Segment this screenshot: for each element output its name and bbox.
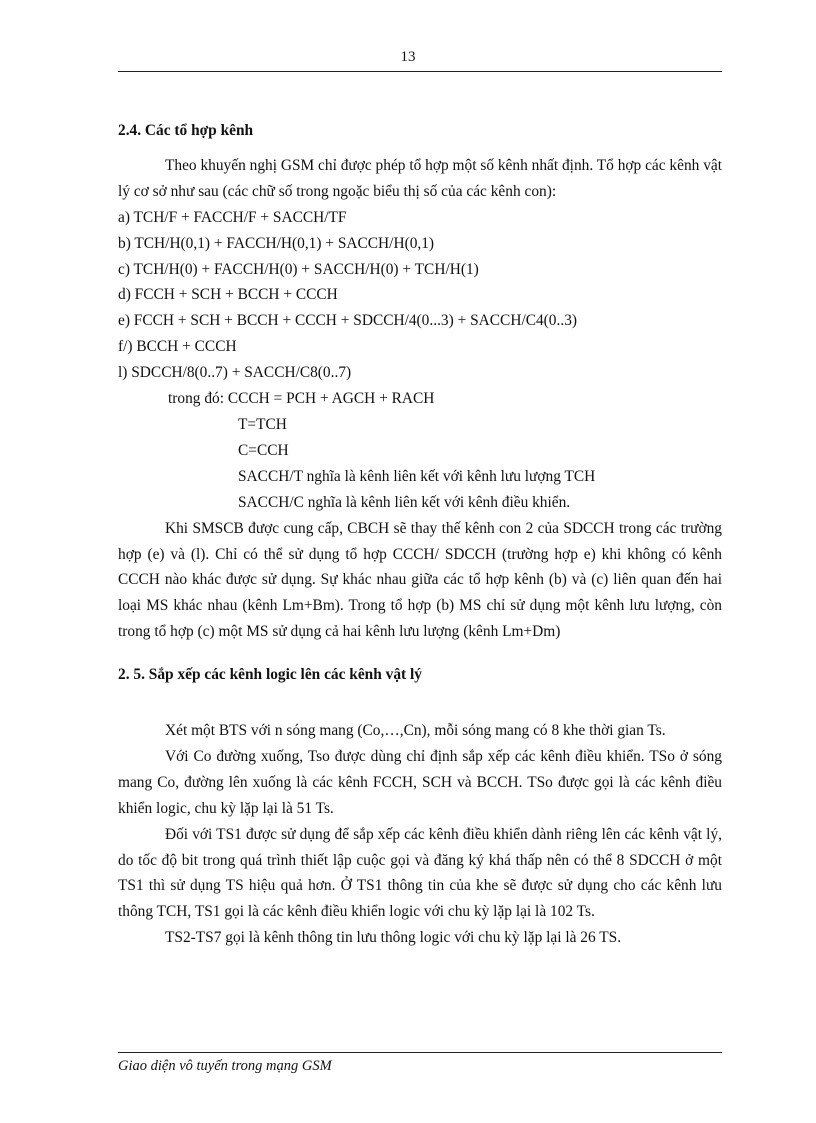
document-body [118, 118, 722, 951]
where-definition: T=TCH [238, 415, 287, 433]
footer-title: Giao diện vô tuyến trong mạng GSM [118, 1058, 332, 1074]
section-heading-2-4: 2.4. Các tổ hợp kênh [118, 122, 254, 139]
intro-paragraph: Theo khuyến nghị GSM chỉ được phép tổ hợp một số kênh nhất định. Tổ hợp các kênh vật lý cơ sở như sau (các chữ số trong ngoặc biểu thị số của các kênh con): [118, 156, 722, 200]
body-paragraph: TS2-TS7 gọi là kênh thông tin lưu thông logic với chu kỳ lặp lại là 26 TS. [165, 929, 622, 947]
where-definition: SACCH/C nghĩa là kênh liên kết với kênh điều khiển. [238, 493, 571, 511]
formula-e: e) FCCH + SCH + BCCH + CCCH + SDCCH/4(0...3) + SACCH/C4(0..3) [118, 312, 578, 330]
footer-rule [118, 1052, 722, 1053]
page-number: 13 [400, 49, 416, 65]
body-paragraph: Xét một BTS với n sóng mang (Co,…,Cn), mỗi sóng mang có 8 khe thời gian Ts. [165, 722, 666, 740]
formula-c: c) TCH/H(0) + FACCH/H(0) + SACCH/H(0) + TCH/H(1) [118, 260, 479, 278]
formula-b: b) TCH/H(0,1) + FACCH/H(0,1) + SACCH/H(0,1) [118, 234, 435, 252]
section-heading-2-5: 2. 5. Sắp xếp các kênh logic lên các kênh vật lý [118, 666, 422, 684]
where-line [118, 386, 722, 412]
formula-l: l) SDCCH/8(0..7) + SACCH/C8(0..7) [118, 364, 352, 382]
formula-f: f/) BCCH + CCCH [118, 338, 237, 356]
where-definition: CCCH = PCH + AGCH + RACH [227, 390, 435, 408]
where-label: trong đó: [168, 390, 225, 408]
formula-d: d) FCCH + SCH + BCCH + CCCH [118, 286, 338, 304]
body-paragraph: Với Co đường xuống, Tso được dùng chỉ định sắp xếp các kênh điều khiển. TSo ở sóng mang Co, đường lên xuống là các kênh FCCH, SCH và BCCH. TSo được gọi là các kênh điều khiển logic, chu kỳ lặp lại là 51 Ts. [118, 747, 722, 817]
formula-a: a) TCH/F + FACCH/F + SACCH/TF [118, 208, 347, 226]
where-definition: SACCH/T nghĩa là kênh liên kết với kênh lưu lượng TCH [238, 467, 596, 485]
where-definition: C=CCH [238, 441, 289, 459]
header-rule [118, 71, 722, 72]
smscb-paragraph: Khi SMSCB được cung cấp, CBCH sẽ thay thế kênh con 2 của SDCCH trong các trường hợp (e) và (l). Chỉ có thể sử dụng tổ hợp CCCH/ SDCCH (trường hợp e) khi không có kênh CCCH nào khác được sử dụng. Sự khác nhau giữa các tổ hợp kênh (b) và (c) liên quan đến hai loại MS khác nhau (kênh Lm+Bm). Trong tổ hợp (b) MS chỉ sử dụng một kênh lưu lượng, còn trong tổ hợp (c) một MS sử dụng cả hai kênh lưu lượng (kênh Lm+Dm) [118, 519, 722, 641]
body-paragraph: Đối với TS1 được sử dụng để sắp xếp các kênh điều khiển dành riêng lên các kênh vật lý, do tốc độ bit trong quá trình thiết lập cuộc gọi và đăng ký khá thấp nên có thể 8 SDCCH ở một TS1 thì sử dụng TS hiệu quả hơn. Ở TS1 thông tin của khe sẽ được sử dụng cho các kênh lưu thông TCH, TS1 gọi là các kênh điều khiển logic với chu kỳ lặp lại là 102 Ts. [118, 825, 722, 921]
